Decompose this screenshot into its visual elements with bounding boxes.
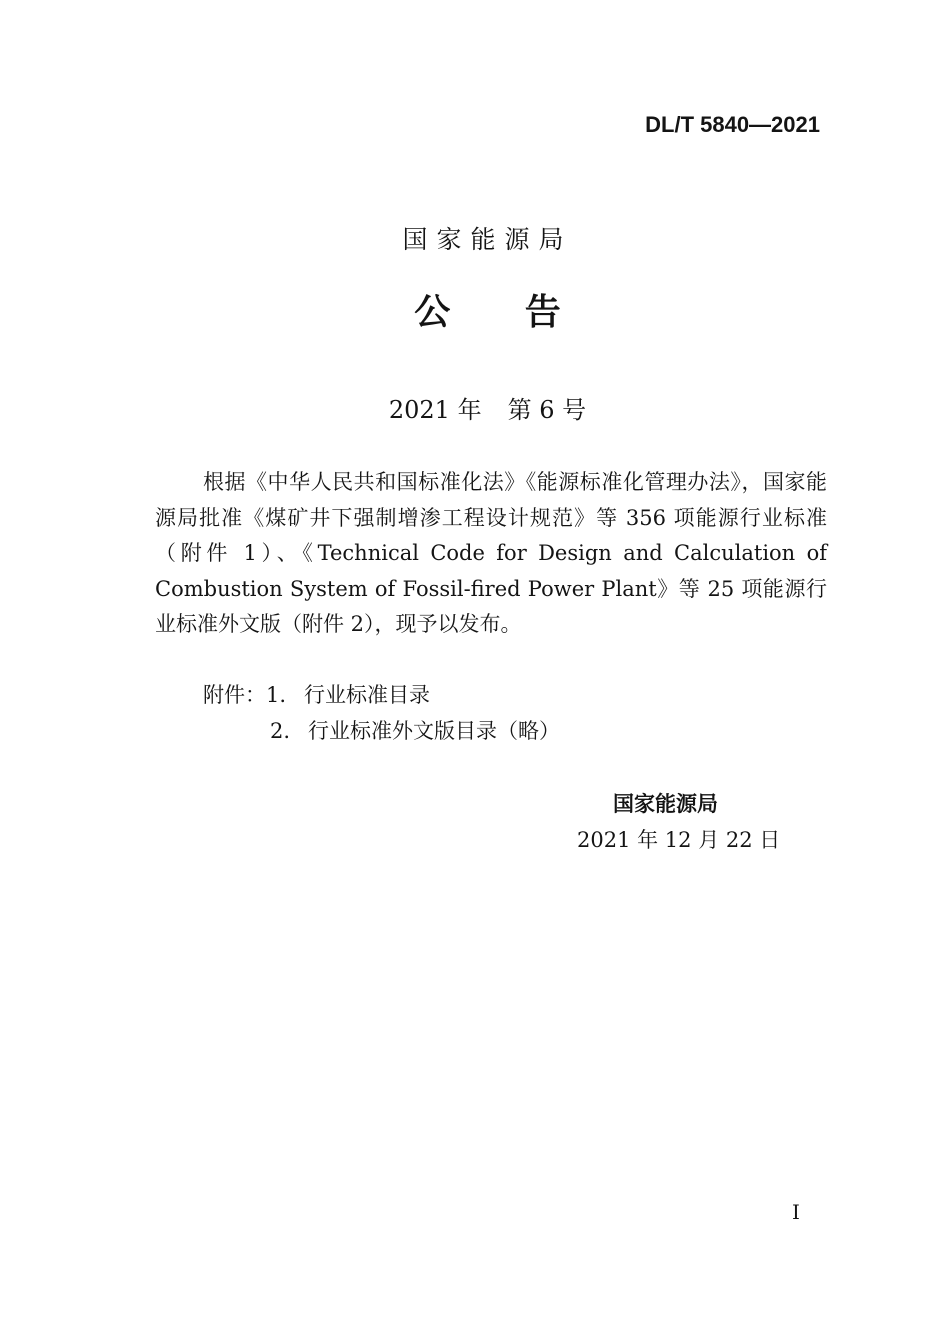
- attachment-item-1: [203, 680, 430, 710]
- attachment-number: 1.: [266, 683, 287, 707]
- signature-issuer: 国家能源局: [613, 792, 718, 816]
- attachment-label: 附件：: [203, 683, 266, 707]
- notice-title: 公 告: [414, 292, 561, 333]
- issuer-title: 国家能源局: [402, 225, 573, 254]
- signature-date: 2021 年 12 月 22 日: [577, 828, 781, 852]
- attachment-item-2: [270, 716, 560, 746]
- attachment-number: 2.: [270, 719, 291, 743]
- notice-year: 2021 年: [388, 396, 482, 424]
- attachment-text: 行业标准外文版目录（略）: [308, 719, 560, 743]
- standard-code: DL/T 5840—2021: [645, 112, 820, 137]
- notice-number: [0, 390, 950, 425]
- attachment-text: 行业标准目录: [304, 683, 430, 707]
- notice-serial: 第 6 号: [507, 396, 587, 424]
- page-number: I: [792, 1200, 800, 1224]
- body-paragraph: 根据《中华人民共和国标准化法》《能源标准化管理办法》，国家能源局批准《煤矿井下强制增渗工程设计规范》等 356 项能源行业标准（附件 1）、《Technical Code for Design and Calculation of Combustion System of Fossil-fired Power Plant》等 25 项能源行业标准外文版（附件 2），现予以发布。: [155, 470, 827, 636]
